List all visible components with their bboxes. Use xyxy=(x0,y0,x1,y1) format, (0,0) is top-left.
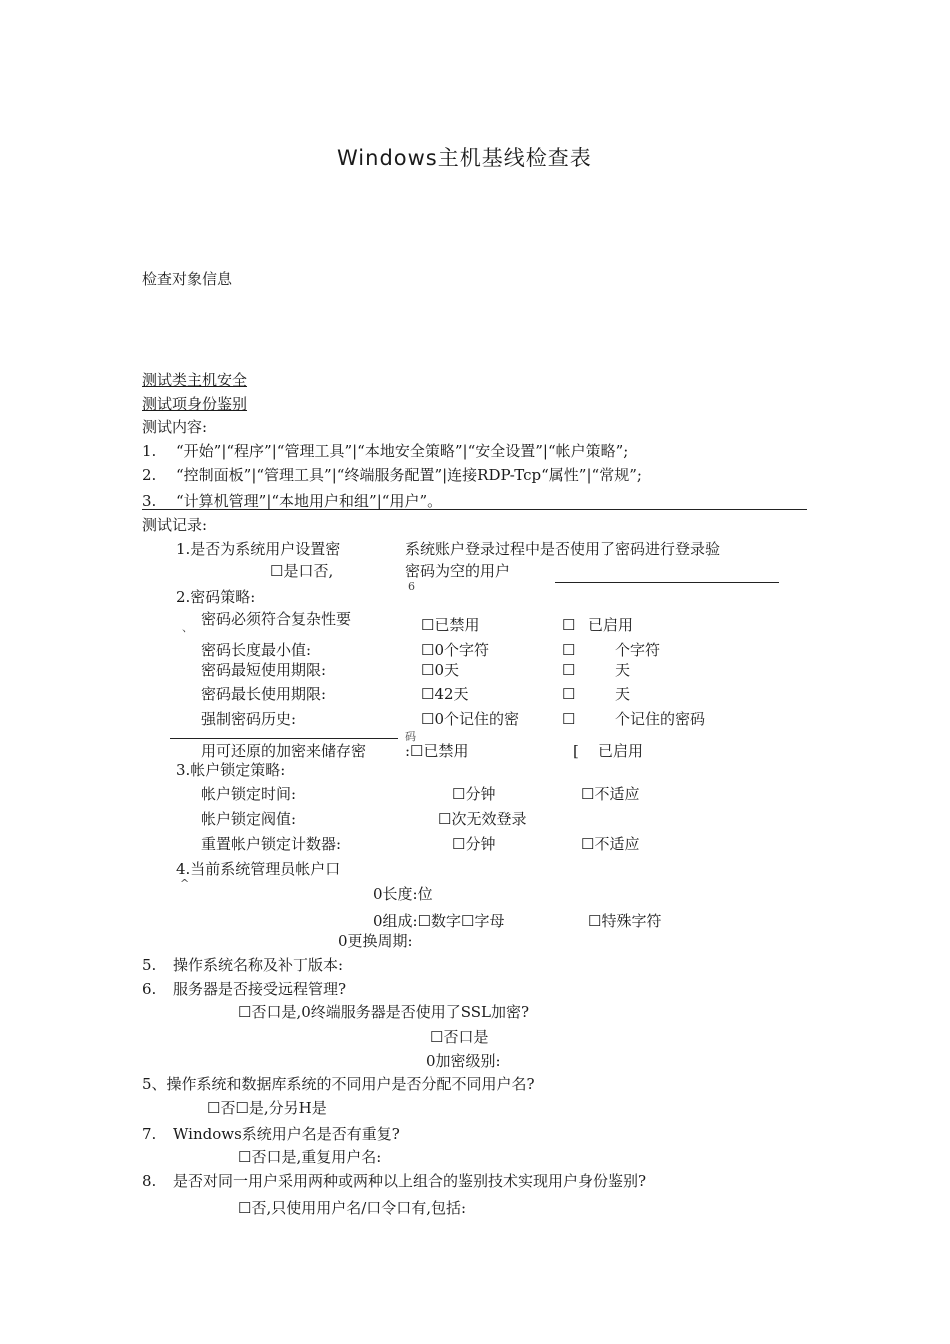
lockout-option[interactable]: ☐次无效登录 xyxy=(438,810,527,828)
item-number: 6. xyxy=(142,980,157,998)
q1-label: 1.是否为系统用户设置密 xyxy=(176,540,341,558)
checkbox[interactable]: ☐ xyxy=(562,685,576,703)
test-content-label: 测试内容: xyxy=(142,418,208,436)
object-info-label: 检查对象信息 xyxy=(142,270,233,288)
policy-option[interactable]: ☐已禁用 xyxy=(421,616,480,634)
encryption-level: 0加密级别: xyxy=(426,1052,501,1070)
policy-label: 密码最长使用期限: xyxy=(201,685,327,703)
step-number: 3. xyxy=(142,492,157,510)
q4-label: 4.当前系统管理员帐户口 xyxy=(176,860,341,878)
q1-question: 系统账户登录过程中是否使用了密码进行登录验 xyxy=(405,540,721,558)
q2-label: 2.密码策略: xyxy=(176,588,256,606)
answer-line xyxy=(555,582,779,583)
policy-option: 已启用 xyxy=(598,742,644,760)
text-fragment: 码 xyxy=(405,730,416,743)
policy-option: 已启用 xyxy=(588,616,634,634)
text-fragment: 6 xyxy=(408,580,415,593)
page-title: Windows主机基线检查表 xyxy=(337,146,592,170)
policy-option: 天 xyxy=(615,685,631,703)
q-distinct-users: 5、操作系统和数据库系统的不同用户是否分配不同用户名? xyxy=(142,1075,535,1093)
checkbox[interactable]: ☐ xyxy=(562,710,576,728)
step-text: “计算机管理”|“本地用户和组”|“用户”。 xyxy=(176,492,443,510)
q7-text: Windows系统用户名是否有重复? xyxy=(173,1125,400,1143)
policy-option[interactable]: ☐0个记住的密 xyxy=(421,710,519,728)
policy-label: 用可还原的加密来储存密 xyxy=(201,742,367,760)
q3-label: 3.帐户锁定策略: xyxy=(176,761,286,779)
q1-options[interactable]: ☐是口否, xyxy=(270,562,334,580)
policy-option: 天 xyxy=(615,661,631,679)
lockout-option[interactable]: ☐不适应 xyxy=(581,785,640,803)
lockout-option[interactable]: ☐分钟 xyxy=(452,835,496,853)
step-number: 1. xyxy=(142,442,157,460)
q8-options[interactable]: ☐否,只使用用户名/口令口有,包括: xyxy=(238,1199,467,1217)
lockout-label: 帐户锁定时间: xyxy=(201,785,297,803)
policy-option: 个记住的密码 xyxy=(615,710,706,728)
test-item: 测试项身份鉴别 xyxy=(142,395,248,413)
test-record-label: 测试记录: xyxy=(142,516,208,534)
policy-option[interactable]: ☐0个字符 xyxy=(421,641,489,659)
policy-option[interactable]: ☐0天 xyxy=(421,661,459,679)
policy-option[interactable]: :☐已禁用 xyxy=(405,742,469,760)
test-category: 测试类主机安全 xyxy=(142,371,248,389)
item-number: 8. xyxy=(142,1172,157,1190)
item-number: 5. xyxy=(142,956,157,974)
policy-label: 密码必须符合复杂性要 xyxy=(201,610,352,628)
mark: ^ xyxy=(180,877,190,890)
password-length: 0长度:位 xyxy=(373,885,433,903)
q8-text: 是否对同一用户采用两种或两种以上组合的鉴别技术实现用户身份鉴别? xyxy=(173,1172,647,1190)
password-composition[interactable]: 0组成:☐数字☐字母 xyxy=(373,912,505,930)
item-number: 7. xyxy=(142,1125,157,1143)
change-period: 0更换周期: xyxy=(338,932,413,950)
mark: 、 xyxy=(182,621,193,634)
checkbox[interactable]: ☐ xyxy=(562,641,576,659)
q6-options[interactable]: ☐否口是,0终端服务器是否使用了SSL加密? xyxy=(238,1003,530,1021)
lockout-label: 重置帐户锁定计数器: xyxy=(201,835,342,853)
q5-text: 操作系统名称及补丁版本: xyxy=(173,956,344,974)
divider xyxy=(142,509,807,510)
q7-options[interactable]: ☐否口是,重复用户名: xyxy=(238,1148,382,1166)
policy-label: 密码最短使用期限: xyxy=(201,661,327,679)
policy-label: 强制密码历史: xyxy=(201,710,297,728)
lockout-label: 帐户锁定阀值: xyxy=(201,810,297,828)
ssl-options[interactable]: ☐否口是 xyxy=(430,1028,489,1046)
q6-text: 服务器是否接受远程管理? xyxy=(173,980,347,998)
policy-option: 个字符 xyxy=(615,641,661,659)
checkbox[interactable]: ☐ xyxy=(562,661,576,679)
policy-label: 密码长度最小值: xyxy=(201,641,312,659)
step-number: 2. xyxy=(142,466,157,484)
policy-option[interactable]: ☐42天 xyxy=(421,685,469,703)
distinct-users-options[interactable]: ☐否☐是,分另H是 xyxy=(207,1099,327,1117)
lockout-option[interactable]: ☐分钟 xyxy=(452,785,496,803)
special-char-option[interactable]: ☐特殊字符 xyxy=(588,912,662,930)
checkbox[interactable]: [ xyxy=(573,742,579,760)
divider xyxy=(170,738,398,739)
lockout-option[interactable]: ☐不适应 xyxy=(581,835,640,853)
q1-empty-password-users: 密码为空的用户 xyxy=(405,562,511,580)
step-text: “开始”|“程序”|“管理工具”|“本地安全策略”|“安全设置”|“帐户策略”; xyxy=(176,442,629,460)
checkbox[interactable]: ☐ xyxy=(562,616,576,634)
step-text: “控制面板”|“管理工具”|“终端服务配置”|连接RDP-Tcp“属性”|“常规”; xyxy=(176,466,642,484)
